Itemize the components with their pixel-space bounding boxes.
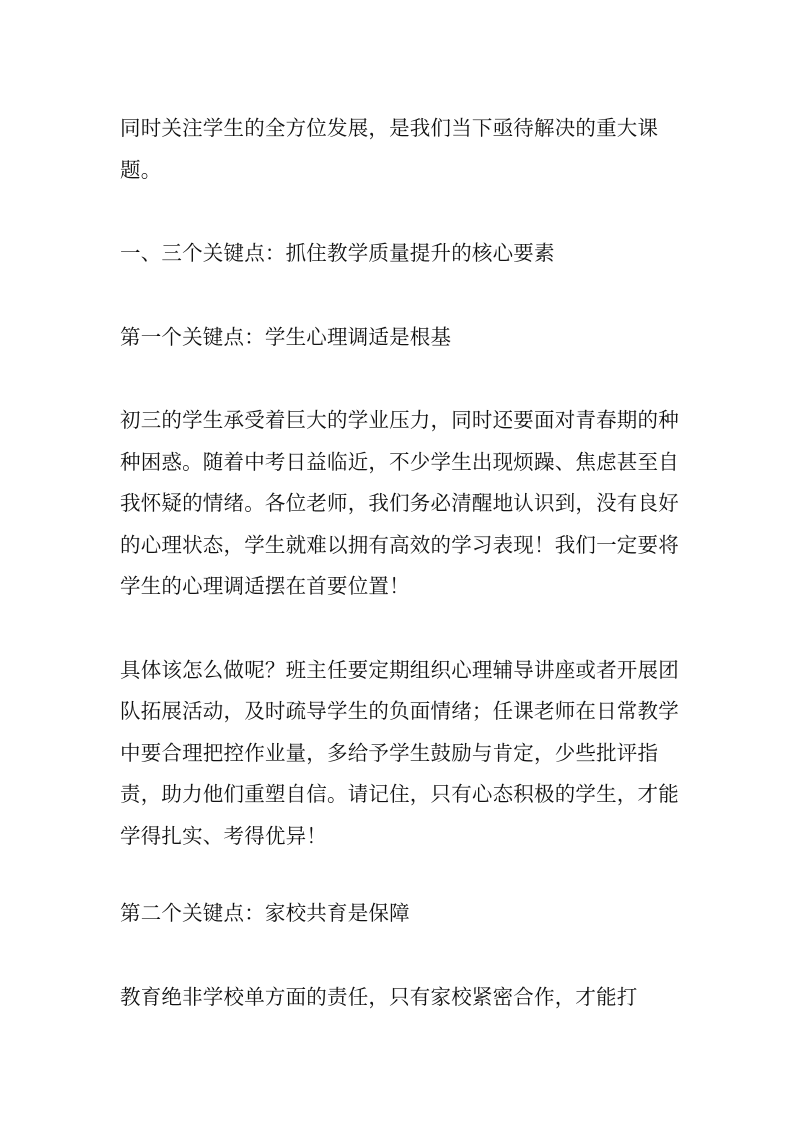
paragraph-home-school: 教育绝非学校单方面的责任，只有家校紧密合作，才能打 (120, 984, 638, 1009)
paragraph-student-psychology: 初三的学生承受着巨大的学业压力，同时还要面对青春期的种种困惑。随着中考日益临近，不少学生出现烦躁、焦虑甚至自我怀疑的情绪。各位老师，我们务必清醒地认识到，没有良好的心理状态，学生就难以拥有高效的学习表现！我们一定要将学生的心理调适摆在首要位置！ (120, 408, 679, 598)
subheading-second-key-point: 第二个关键点：家校共育是保障 (120, 901, 410, 925)
paragraph-intro-conclusion: 同时关注学生的全方位发展，是我们当下亟待解决的重大课题。 (120, 116, 659, 182)
paragraph-specific-methods: 具体该怎么做呢？班主任要定期组织心理辅导讲座或者开展团队拓展活动，及时疏导学生的负面情绪；任课老师在日常教学中要合理把控作业量，多给予学生鼓励与肯定，少些批评指责，助力他们重塑自信。请记住，只有心态积极的学生，才能学得扎实、考得优异！ (120, 657, 679, 848)
subheading-first-key-point: 第一个关键点：学生心理调适是根基 (120, 324, 452, 349)
document-body (120, 108, 680, 1018)
section-heading-key-points: 一、三个关键点：抓住教学质量提升的核心要素 (120, 241, 555, 265)
